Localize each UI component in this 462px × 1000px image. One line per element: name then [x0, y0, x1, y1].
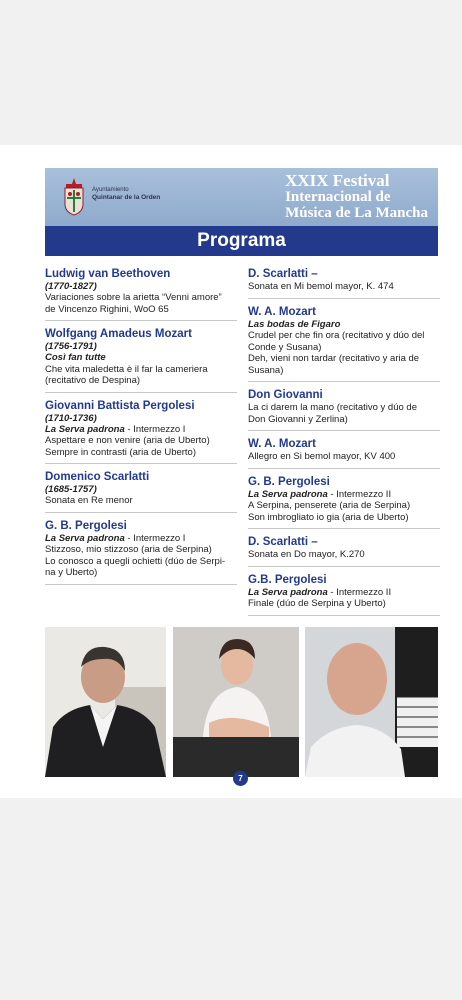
program-entry — [45, 519, 237, 585]
header-banner — [45, 168, 438, 226]
program-entry — [248, 535, 440, 567]
composer-name: W. A. Mozart — [248, 438, 316, 450]
program-column-left — [45, 267, 237, 591]
town-crest-icon — [63, 178, 85, 216]
composer-name: G. B. Pergolesi — [248, 475, 330, 488]
program-line: Sonata en Do mayor, K.270 — [248, 549, 365, 560]
program-line: na y Uberto) — [45, 567, 98, 578]
work-title: La Serva padrona — [45, 532, 125, 544]
program-entry — [248, 573, 440, 616]
program-heading: Programa — [45, 226, 438, 256]
composer-name: G.B. Pergolesi — [248, 573, 327, 586]
work-title: La Serva padrona — [45, 423, 125, 435]
festival-line-2: Internacional de — [285, 189, 391, 205]
program-line: Allegro en Si bemol mayor, KV 400 — [248, 451, 396, 462]
composer-dates: (1770-1827) — [45, 281, 97, 292]
composer-name: D. Scarlatti – — [248, 536, 318, 548]
festival-line-3: Música de La Mancha — [285, 205, 428, 221]
photo-soprano-woman — [173, 627, 299, 777]
page-number-badge: 7 — [233, 771, 248, 786]
program-line: Così fan tutte — [45, 352, 106, 363]
program-entry — [45, 267, 237, 321]
festival-title — [285, 173, 428, 221]
program-column-right — [248, 267, 440, 622]
program-line — [45, 424, 237, 436]
program-line: de Vincenzo Righini, WoO 65 — [45, 303, 169, 315]
program-line: Che vita maledetta è il far la cameriera — [45, 363, 208, 375]
festival-line-1: XXIX Festival — [285, 171, 390, 190]
program-entry — [45, 470, 237, 513]
program-line: Sempre in contrasti (aria de Uberto) — [45, 446, 197, 458]
work-detail: - Intermezzo II — [327, 488, 392, 500]
program-line: Stizzoso, mio stizzoso (aria de Serpina) — [45, 544, 212, 555]
photo-pianist-bald — [305, 627, 438, 777]
program-line: Conde y Susana) — [248, 341, 322, 353]
program-entry — [248, 267, 440, 299]
composer-name: Wolfgang Amadeus Mozart — [45, 328, 192, 340]
program-entry — [248, 388, 440, 431]
program-line — [45, 533, 237, 545]
composer-name: Ludwig van Beethoven — [45, 268, 171, 280]
program-line: Deh, vieni non tardar (recitativo y aria de — [248, 353, 420, 364]
composer-dates: (1685-1757) — [45, 484, 97, 495]
program-line: Crudel per che fin ora (recitativo y dúo del — [248, 330, 425, 341]
work-detail: - Intermezzo II — [327, 586, 392, 598]
program-line: Don Giovanni y Zerlina) — [248, 413, 348, 425]
program-line: Las bodas de Figaro — [248, 318, 341, 330]
program-line — [248, 489, 440, 501]
work-detail: - Intermezzo I — [124, 423, 186, 435]
composer-name: D. Scarlatti – — [248, 268, 318, 280]
photo-pianist-man — [45, 627, 166, 777]
program-line: Sonata en Mi bemol mayor, K. 474 — [248, 281, 394, 292]
program-line: (recitativo de Despina) — [45, 375, 141, 386]
composer-name: G. B. Pergolesi — [45, 519, 127, 532]
program-line — [248, 587, 440, 599]
program-line: Aspettare e non venire (aria de Uberto) — [45, 435, 210, 446]
program-line: Lo conosco a quegli ochietti (dúo de Serpi- — [45, 555, 226, 567]
town-name: Quintanar de la Orden — [92, 194, 161, 201]
work-title: La Serva padrona — [248, 488, 328, 500]
program-line: A Serpina, penserete (aria de Serpina) — [248, 500, 411, 511]
program-line: Susana) — [248, 364, 284, 376]
program-line: Finale (dúo de Serpina y Uberto) — [248, 598, 386, 609]
composer-name: Don Giovanni — [248, 389, 323, 401]
composer-dates: (1756-1791) — [45, 341, 97, 352]
program-page — [0, 145, 462, 798]
program-entry — [248, 475, 440, 530]
program-line: Sonata en Re menor — [45, 495, 133, 506]
ayuntamiento-text: Ayuntamiento — [92, 187, 129, 193]
program-line: La ci darem la mano (recitativo y dúo de — [248, 402, 417, 413]
work-detail: - Intermezzo I — [124, 532, 186, 544]
composer-name: Giovanni Battista Pergolesi — [45, 399, 195, 412]
program-entry — [45, 327, 237, 393]
performer-photos — [45, 627, 438, 777]
composer-dates: (1710-1736) — [45, 412, 97, 424]
program-entry — [248, 437, 440, 469]
work-title: La Serva padrona — [248, 586, 328, 598]
composer-name: Domenico Scarlatti — [45, 471, 150, 483]
program-entry — [45, 399, 237, 465]
program-line: Variaciones sobre la arietta “Venni amore” — [45, 292, 222, 303]
town-hall-label — [92, 186, 160, 202]
program-entry — [248, 305, 440, 383]
composer-name: W. A. Mozart — [248, 305, 316, 318]
program-line: Son imbrogliato io gia (aria de Uberto) — [248, 511, 409, 523]
